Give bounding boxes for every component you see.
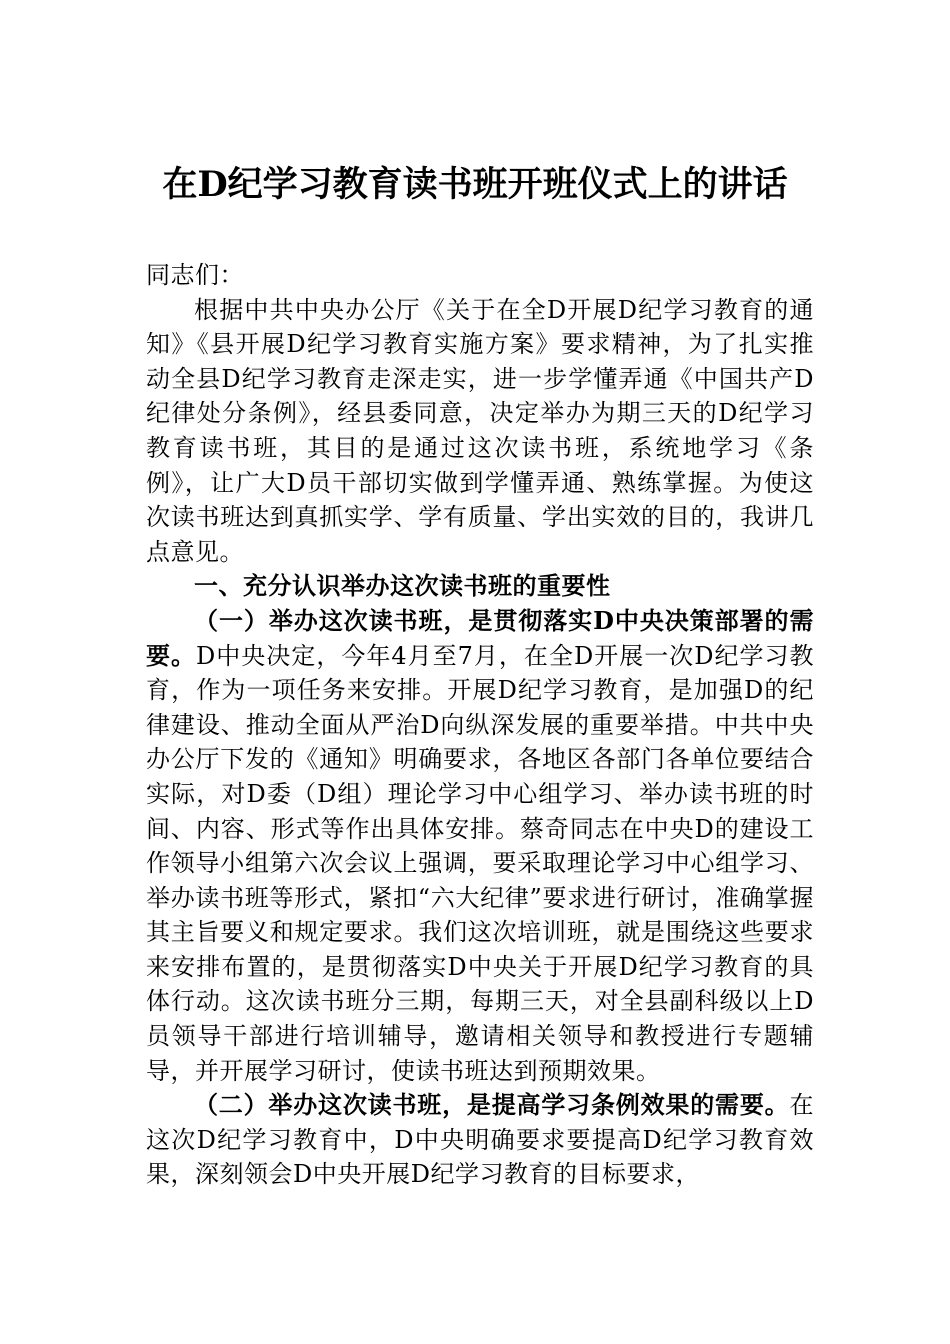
- section-item-2-lead: （二）举办这次读书班，是提高学习条例效果的需要。: [194, 1090, 790, 1120]
- section-item-1: [146, 604, 814, 1088]
- salutation: 同志们：: [146, 261, 244, 289]
- intro-paragraph: 根据中共中央办公厅《关于在全D开展D纪学习教育的通知》《县开展D纪学习教育实施方案》要求精神，为了扎实推动全县D纪学习教育走深走实，进一步学懂弄通《中国共产D纪律处分条例》，经县委同意，决定举办为期三天的D纪学习教育读书班，其目的是通过这次读书班，系统地学习《条例》，让广大D员干部切实做到学懂弄通、熟练掌握。为使这次读书班达到真抓实学、学有质量、学出实效的目的，我讲几点意见。: [146, 295, 814, 566]
- document-title: 在D纪学习教育读书班开班仪式上的讲话: [162, 164, 788, 205]
- document-body: [146, 258, 814, 1192]
- section-item-1-lead: （一）举办这次读书班，是贯彻落实D中央决策部署的需要。: [146, 605, 814, 670]
- section-item-1-body: D中央决定，今年4月至7月，在全D开展一次D纪学习教育，作为一项任务来安排。开展D纪学习教育，是加强D的纪律建设、推动全面从严治D向纵深发展的重要举措。中共中央办公厅下发的《通知》明确要求，各地区各部门各单位要结合实际，对D委（D组）理论学习中心组学习、举办读书班的时间、内容、形式等作出具体安排。蔡奇同志在中央D的建设工作领导小组第六次会议上强调，要采取理论学习中心组学习、举办读书班等形式，紧扣“六大纪律”要求进行研讨，准确掌握其主旨要义和规定要求。我们这次培训班，就是围绕这些要求来安排布置的，是贯彻落实D中央关于开展D纪学习教育的具体行动。这次读书班分三期，每期三天，对全县副科级以上D员领导干部进行培训辅导，邀请相关领导和教授进行专题辅导，并开展学习研讨，使读书班达到预期效果。: [146, 641, 815, 1085]
- section-item-2-body: 在这次D纪学习教育中，D中央明确要求要提高D纪学习教育效果，深刻领会D中央开展D纪学习教育的目标要求，: [146, 1091, 814, 1189]
- section-item-2: [146, 1088, 814, 1192]
- section-heading: 一、充分认识举办这次读书班的重要性: [194, 571, 611, 601]
